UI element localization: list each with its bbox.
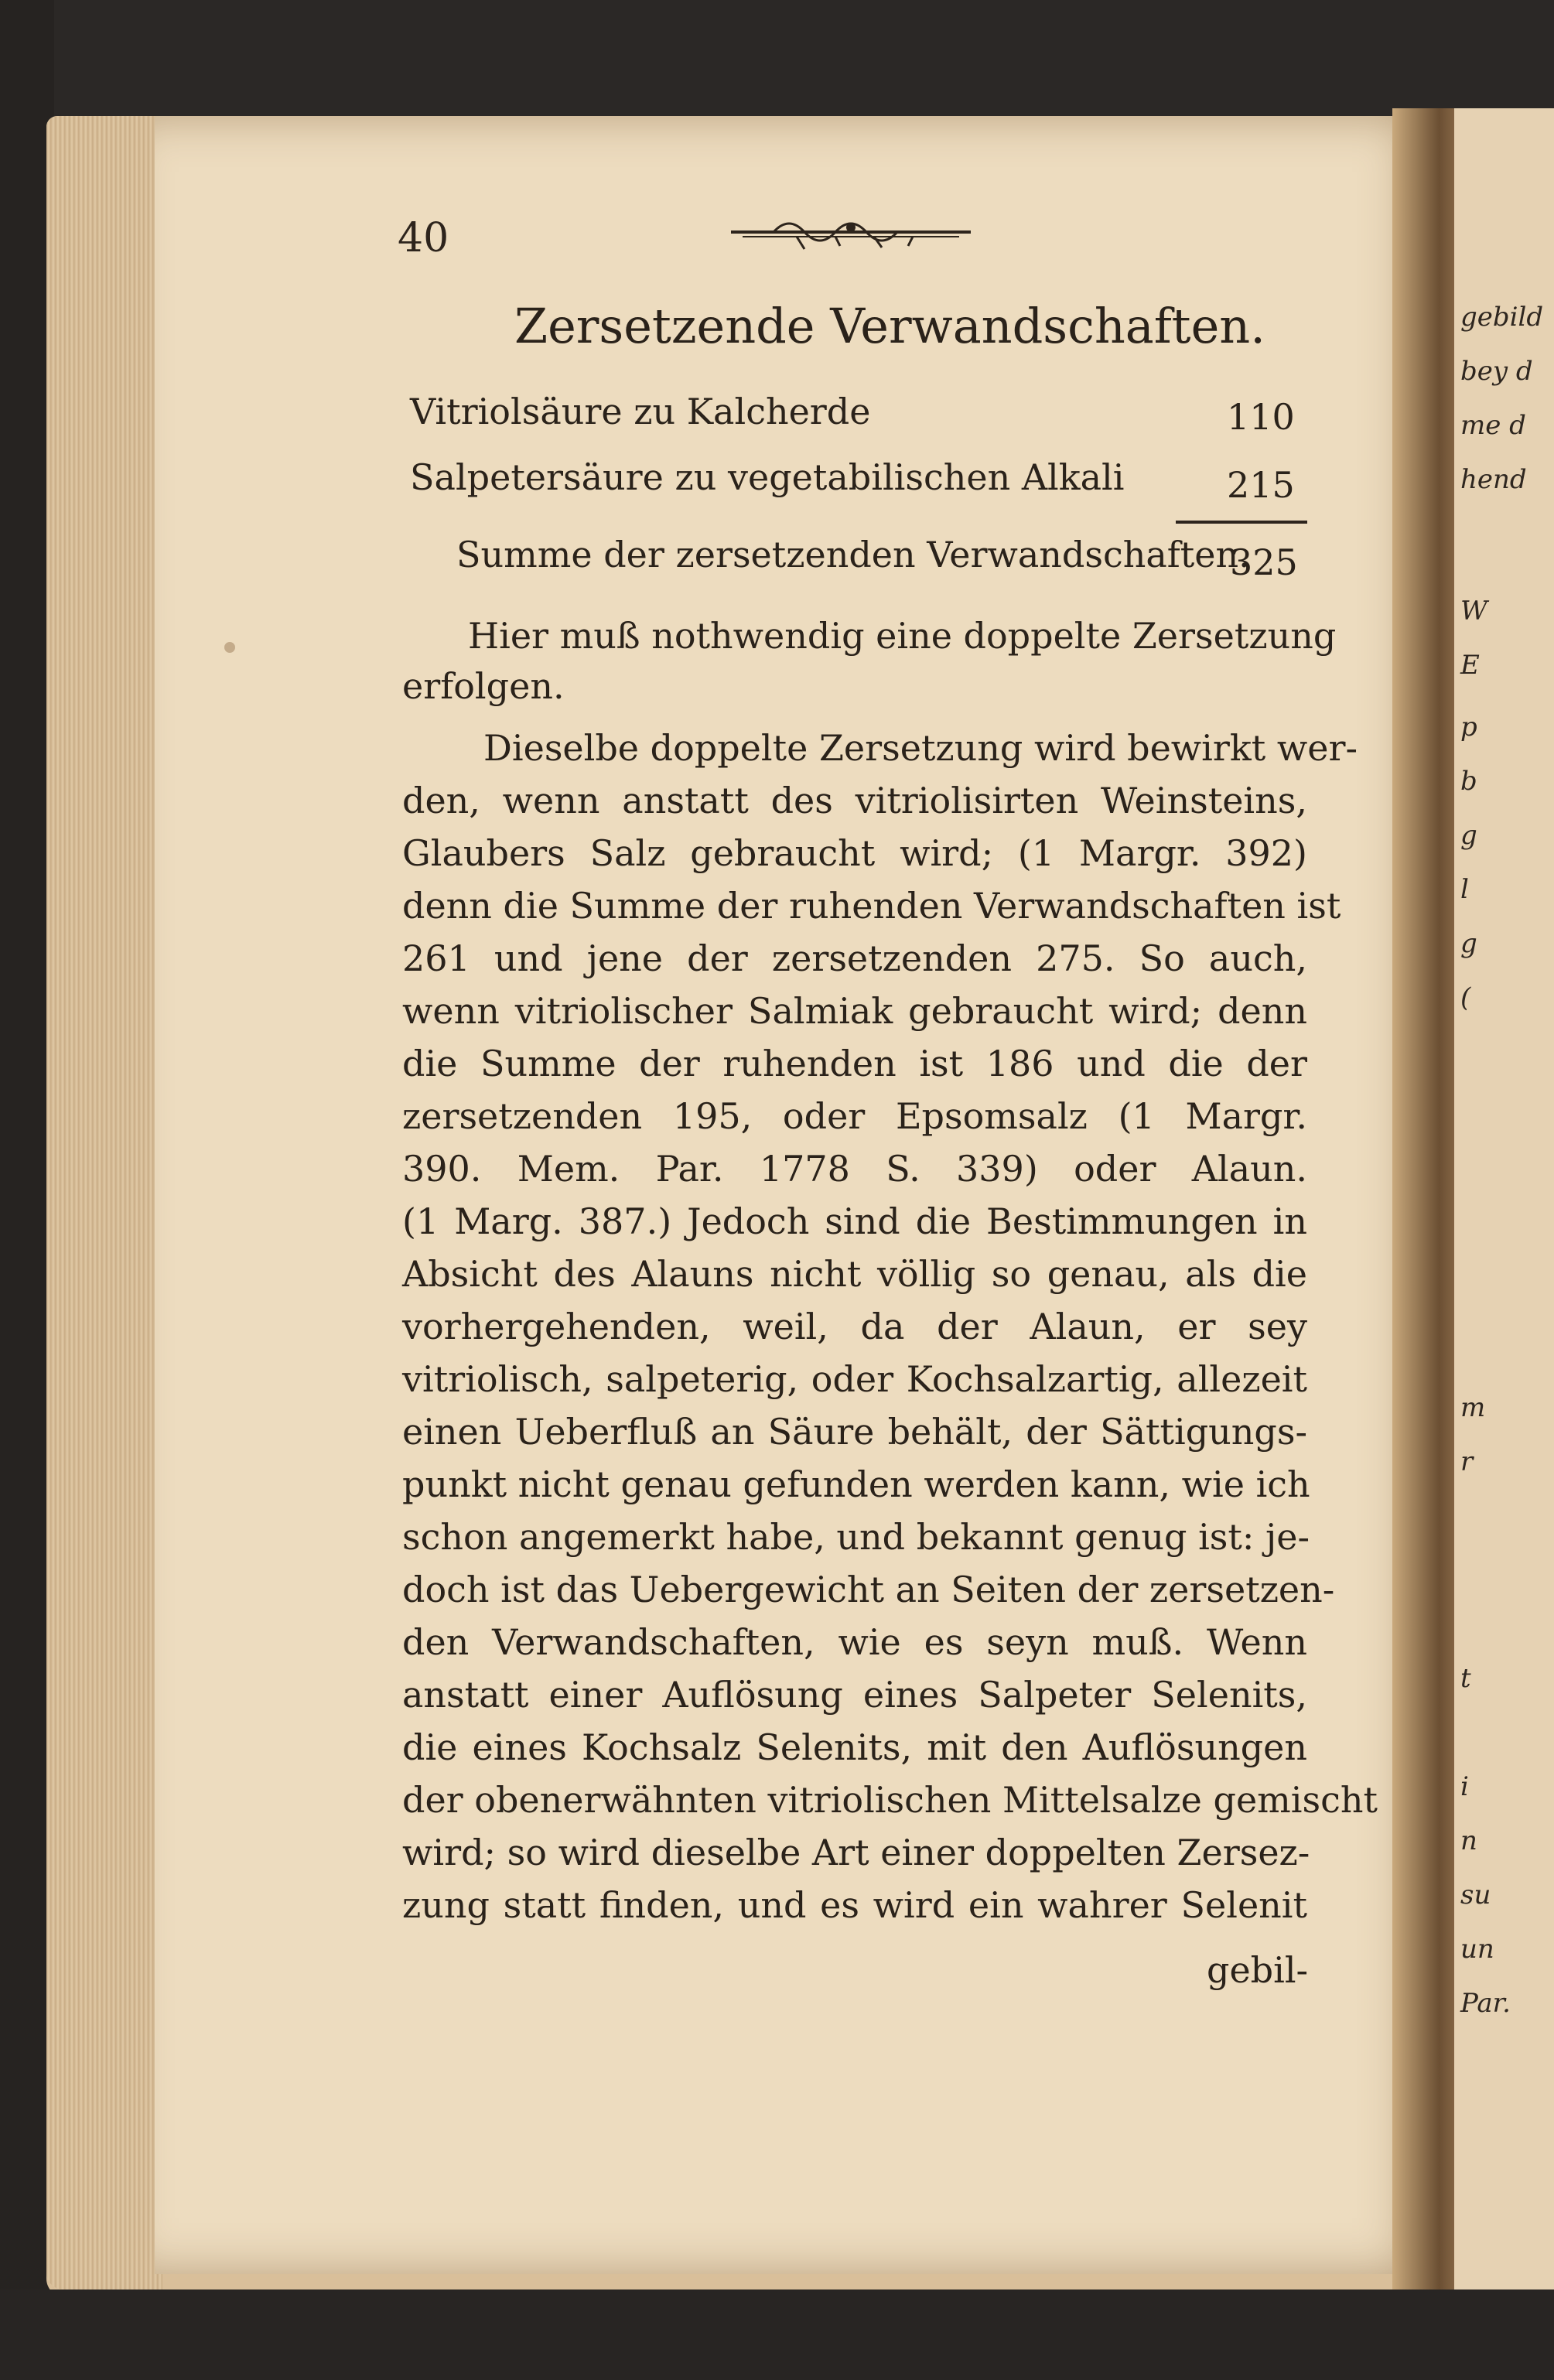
page-edges	[46, 116, 162, 2290]
text-line: erfolgen.	[402, 665, 565, 707]
text-line: den Verwandschaften, wie es seyn muß. Wenn	[402, 1621, 1307, 1663]
next-page-fragment: i	[1460, 1771, 1469, 1802]
next-page-fragment: (	[1460, 982, 1471, 1013]
next-page-fragment: Par.	[1460, 1988, 1511, 2019]
text-line: Absicht des Alauns nicht völlig so genau, als die	[402, 1253, 1307, 1295]
entry-label: Vitriolsäure zu Kalcherde	[410, 391, 871, 432]
text-line: (1 Marg. 387.) Jedoch sind die Bestimmungen in	[402, 1200, 1307, 1242]
text-line: wird; so wird dieselbe Art einer doppelten Zersez-	[402, 1832, 1310, 1873]
text-line: denn die Summe der ruhenden Verwandschaften ist	[402, 885, 1341, 927]
text-line: anstatt einer Auflösung eines Salpeter Selenits,	[402, 1674, 1307, 1716]
next-page-fragment: r	[1460, 1446, 1474, 1477]
text-line: doch ist das Uebergewicht an Seiten der zersetzen-	[402, 1569, 1335, 1610]
next-page-fragment: E	[1460, 650, 1480, 681]
text-line: den, wenn anstatt des vitriolisirten Weinsteins,	[402, 780, 1307, 821]
next-page-fragment: hend	[1460, 464, 1527, 495]
next-page-edge	[1454, 108, 1554, 2290]
next-page-fragment: n	[1460, 1825, 1477, 1856]
entry-value: 110	[1227, 396, 1295, 438]
sum-rule	[1176, 521, 1307, 524]
next-page-fragment: m	[1460, 1392, 1486, 1423]
catchword: gebil-	[1207, 1949, 1309, 1991]
next-page-fragment: un	[1460, 1934, 1494, 1965]
text-line: zung statt finden, und es wird ein wahrer Selenit	[402, 1884, 1307, 1926]
next-page-fragment: b	[1460, 766, 1477, 797]
foxing-spot	[224, 642, 235, 653]
text-line: einen Ueberfluß an Säure behält, der Sättigungs-	[402, 1411, 1307, 1453]
text-line: Glaubers Salz gebraucht wird; (1 Margr. 392)	[402, 832, 1307, 874]
next-page-fragment: bey d	[1460, 356, 1533, 387]
entry-label: Salpetersäure zu vegetabilischen Alkali	[410, 456, 1125, 498]
text-line: Dieselbe doppelte Zersetzung wird bewirkt wer-	[483, 727, 1358, 769]
text-line: 261 und jene der zersetzenden 275. So auch,	[402, 937, 1307, 979]
text-line: schon angemerkt habe, und bekannt genug ist: je-	[402, 1516, 1310, 1558]
text-line: wenn vitriolischer Salmiak gebraucht wird; denn	[402, 990, 1307, 1032]
page-heading: Zersetzende Verwandschaften.	[514, 298, 1265, 354]
entry-value: 215	[1227, 464, 1295, 506]
text-line: Hier muß nothwendig eine doppelte Zersetzung	[468, 615, 1337, 657]
next-page-fragment: p	[1460, 712, 1477, 743]
next-page-fragment: gebild	[1460, 302, 1544, 333]
next-page-fragment: g	[1460, 928, 1477, 959]
text-line: die Summe der ruhenden ist 186 und die der	[402, 1043, 1307, 1084]
text-line: 390. Mem. Par. 1778 S. 339) oder Alaun.	[402, 1148, 1307, 1190]
sum-label: Summe der zersetzenden Verwandschaften.	[456, 534, 1250, 575]
text-line: die eines Kochsalz Selenits, mit den Auflösungen	[402, 1726, 1307, 1768]
text-line: der obenerwähnten vitriolischen Mittelsalze gemischt	[402, 1779, 1378, 1821]
text-line: punkt nicht genau gefunden werden kann, wie ich	[402, 1463, 1310, 1505]
next-page-fragment: su	[1460, 1880, 1491, 1910]
ornament-icon	[727, 209, 975, 263]
text-line: vorhergehenden, weil, da der Alaun, er sey	[402, 1306, 1307, 1347]
background-bottom	[0, 2290, 1554, 2380]
page-number: 40	[398, 215, 449, 261]
next-page-fragment: W	[1460, 596, 1487, 627]
next-page-fragment: g	[1460, 820, 1477, 851]
text-line: zersetzenden 195, oder Epsomsalz (1 Margr.	[402, 1095, 1307, 1137]
next-page-fragment: me d	[1460, 410, 1526, 441]
text-line: vitriolisch, salpeterig, oder Kochsalzartig, allezeit	[402, 1358, 1307, 1400]
next-page-fragment: l	[1460, 874, 1469, 905]
next-page-fragment: t	[1460, 1663, 1471, 1694]
sum-value: 325	[1230, 541, 1298, 583]
